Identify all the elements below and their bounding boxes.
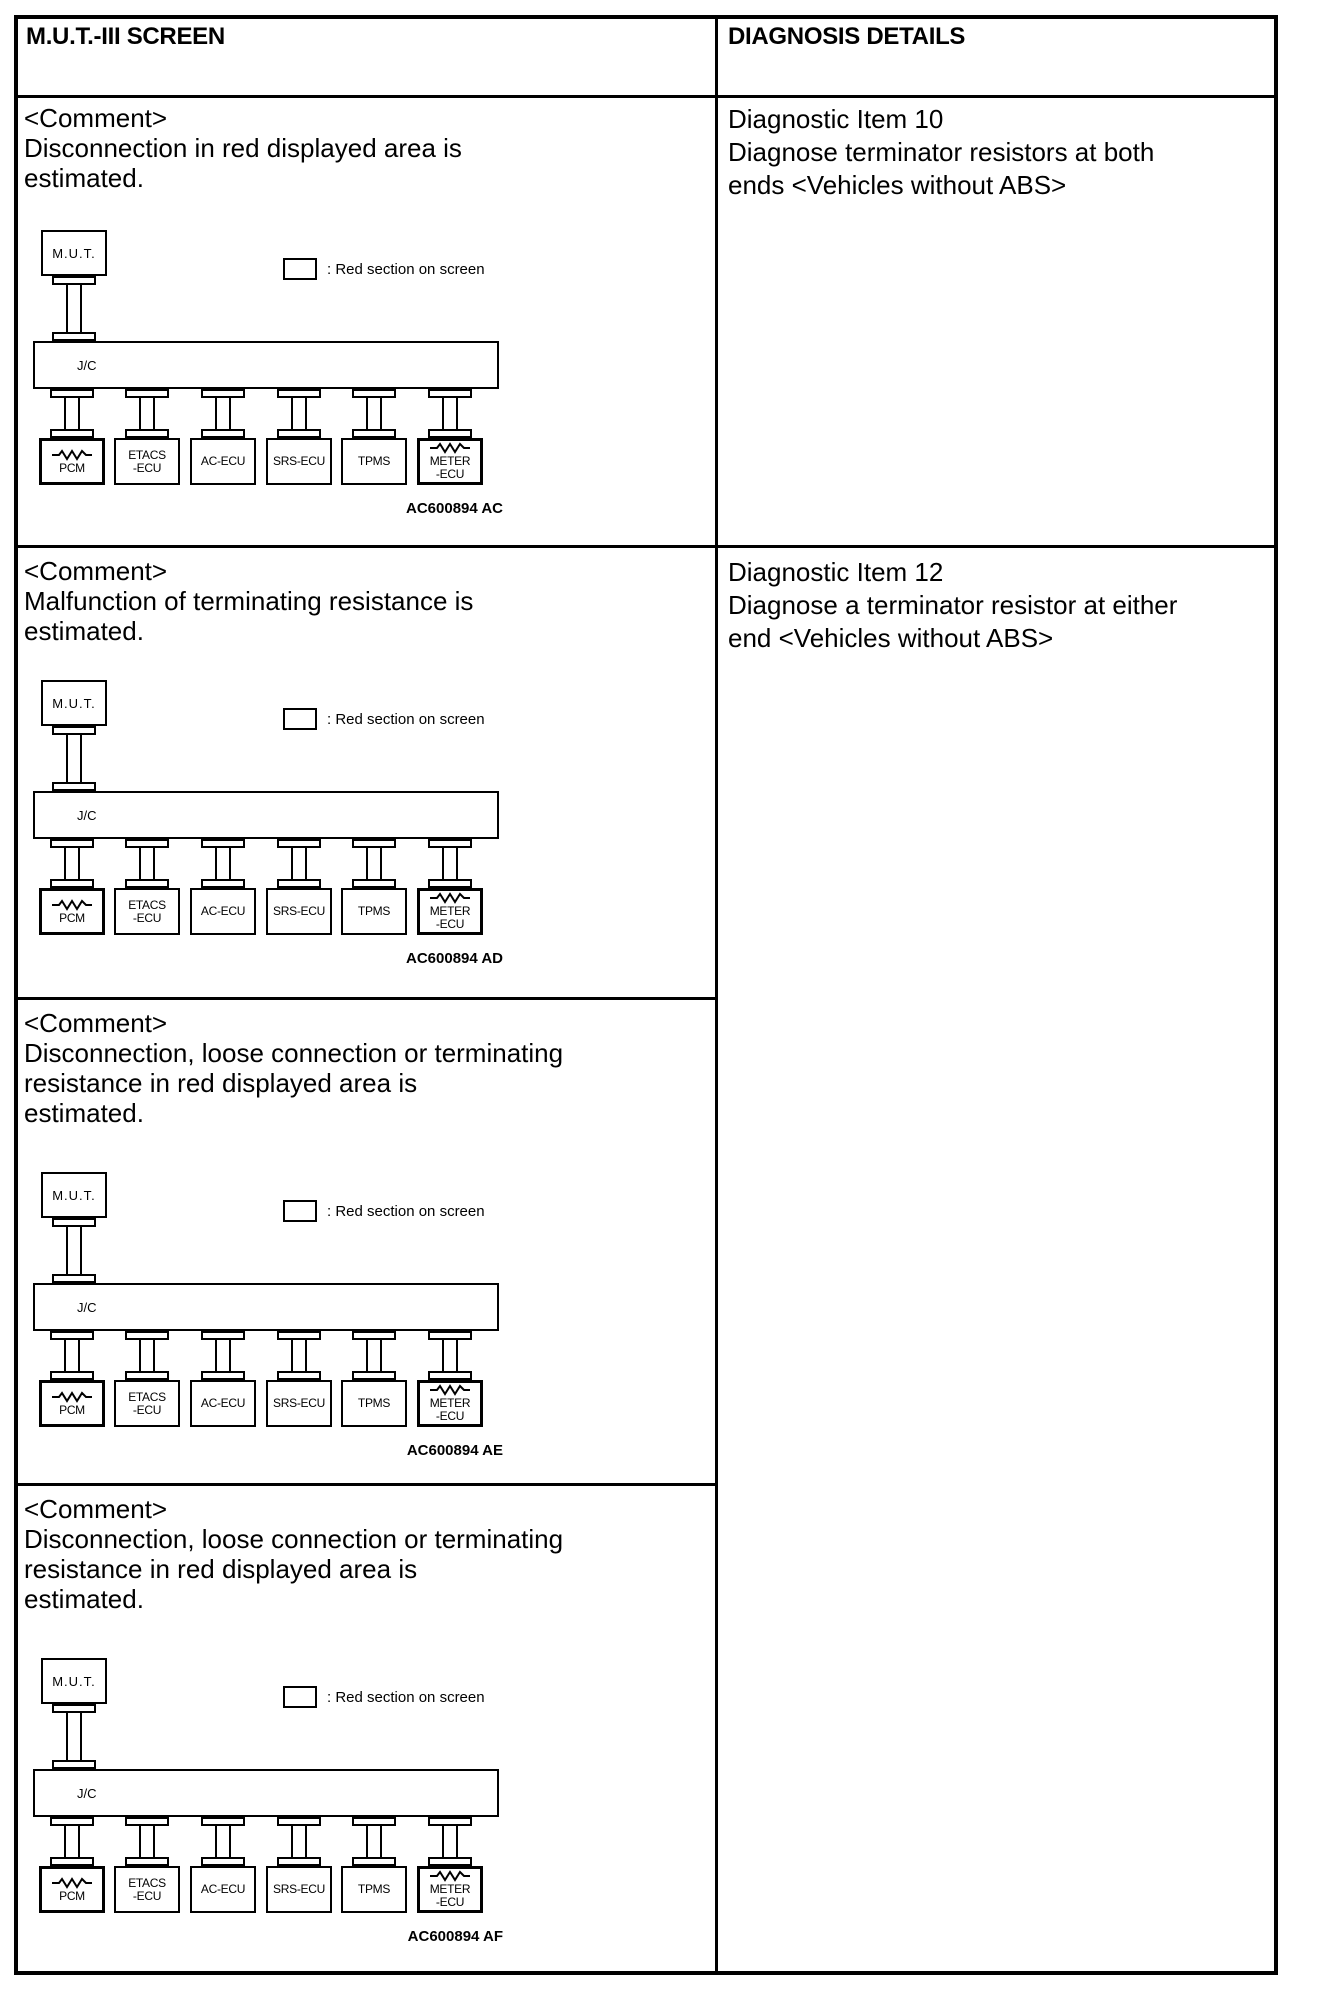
cable-flange (50, 1817, 94, 1826)
cable-stem (366, 848, 382, 879)
cable-flange (52, 1218, 96, 1227)
comment-line: <Comment> (24, 1008, 168, 1038)
cable-stem (66, 1227, 82, 1274)
junction-connector-box: J/C (33, 1769, 499, 1817)
cable-flange (352, 389, 396, 398)
diagnosis-line: ends <Vehicles without ABS> (728, 170, 1067, 200)
ecu-box-label: ETACS (128, 447, 166, 462)
cable-flange (277, 1371, 321, 1380)
ecu-box-label: -ECU (435, 1409, 465, 1423)
cable-flange (50, 1857, 94, 1866)
cable-flange (52, 1274, 96, 1283)
ecu-box-label: -ECU (132, 1888, 162, 1903)
ecu-box-etacs-ecu (114, 1380, 180, 1427)
figure-id-caption: AC600894 AF (407, 1928, 503, 1945)
comment-line: Disconnection, loose connection or terminating (24, 1524, 564, 1554)
cable-flange (277, 1857, 321, 1866)
cable-flange (428, 1857, 472, 1866)
column-header-mut-screen: M.U.T.-III SCREEN (26, 23, 225, 50)
ecu-box-srs-ecu (266, 1866, 332, 1913)
ecu-box-meter-ecu (417, 888, 483, 935)
cable-flange (352, 1817, 396, 1826)
comment-line: resistance in red displayed area is (24, 1068, 418, 1098)
cable-flange (277, 429, 321, 438)
ecu-box-label: PCM (59, 1402, 85, 1417)
cable-flange (352, 1331, 396, 1340)
legend-red-section-swatch (283, 1200, 317, 1222)
cable-stem (66, 285, 82, 332)
cable-flange (125, 1817, 169, 1826)
mut-tester-box: M.U.T. (41, 1658, 107, 1704)
diagnosis-block (728, 103, 1154, 202)
comment-block (24, 1008, 563, 1128)
cable-stem (442, 848, 458, 879)
cable-stem (215, 1340, 231, 1371)
junction-connector-box: J/C (33, 1283, 499, 1331)
ecu-box-label: TPMS (357, 1396, 391, 1410)
cable-stem (291, 398, 307, 429)
cable-stem (215, 848, 231, 879)
comment-line: estimated. (24, 1098, 144, 1128)
cable-flange (428, 1331, 472, 1340)
cable-flange (52, 782, 96, 791)
terminating-resistor-icon (50, 899, 94, 911)
comment-block (24, 556, 473, 646)
mut-tester-box: M.U.T. (41, 680, 107, 726)
legend-red-section-swatch (283, 1686, 317, 1708)
row-divider-2 (14, 997, 718, 1000)
ecu-box-meter-ecu (417, 438, 483, 485)
diagnosis-line: Diagnostic Item 10 (728, 104, 944, 134)
cable-stem (366, 398, 382, 429)
comment-line: <Comment> (24, 1494, 168, 1524)
cable-flange (352, 429, 396, 438)
cable-stem (64, 848, 80, 879)
row-divider-3 (14, 1483, 718, 1486)
terminating-resistor-icon (428, 442, 472, 454)
ecu-box-label: SRS-ECU (273, 904, 325, 918)
cable-flange (428, 389, 472, 398)
cable-flange (428, 429, 472, 438)
ecu-box-label: PCM (59, 910, 85, 925)
cable-flange (52, 332, 96, 341)
cable-stem (366, 1826, 382, 1857)
terminating-resistor-icon (428, 1384, 472, 1396)
legend-red-section-swatch (283, 258, 317, 280)
ecu-box-srs-ecu (266, 1380, 332, 1427)
junction-connector-box: J/C (33, 791, 499, 839)
cable-flange (125, 1331, 169, 1340)
terminating-resistor-icon (50, 1391, 94, 1403)
cable-flange (201, 1371, 245, 1380)
cable-flange (125, 429, 169, 438)
ecu-box-tpms (341, 888, 407, 935)
cable-flange (201, 1817, 245, 1826)
cable-stem (64, 398, 80, 429)
cable-flange (428, 879, 472, 888)
comment-line: <Comment> (24, 556, 168, 586)
cable-flange (352, 1857, 396, 1866)
cable-flange (125, 839, 169, 848)
terminating-resistor-icon (50, 449, 94, 461)
comment-line: resistance in red displayed area is (24, 1554, 418, 1584)
ecu-box-pcm (39, 888, 105, 935)
ecu-box-etacs-ecu (114, 1866, 180, 1913)
ecu-box-pcm (39, 1380, 105, 1427)
cable-stem (291, 1340, 307, 1371)
ecu-box-label: TPMS (357, 904, 391, 918)
header-divider (14, 95, 1278, 98)
cable-stem (442, 1826, 458, 1857)
figure-id-caption: AC600894 AC (406, 500, 503, 517)
legend-red-section-swatch (283, 708, 317, 730)
legend-label: : Red section on screen (327, 1689, 485, 1706)
cable-flange (277, 1817, 321, 1826)
ecu-box-pcm (39, 1866, 105, 1913)
cable-flange (277, 879, 321, 888)
comment-block (24, 103, 462, 193)
comment-line: Malfunction of terminating resistance is (24, 586, 474, 616)
network-diagram (33, 1172, 508, 1467)
cable-flange (52, 276, 96, 285)
figure-id-caption: AC600894 AE (406, 1442, 503, 1459)
ecu-box-label: AC-ECU (200, 904, 246, 918)
cable-flange (201, 429, 245, 438)
cable-flange (428, 839, 472, 848)
ecu-box-srs-ecu (266, 438, 332, 485)
cable-flange (352, 839, 396, 848)
cable-stem (66, 1713, 82, 1760)
cable-flange (125, 879, 169, 888)
cable-flange (277, 389, 321, 398)
comment-line: Disconnection, loose connection or terminating (24, 1038, 564, 1068)
cable-flange (125, 389, 169, 398)
cable-stem (215, 398, 231, 429)
mut-tester-box: M.U.T. (41, 1172, 107, 1218)
cable-stem (215, 1826, 231, 1857)
ecu-box-label: METER (429, 454, 471, 468)
junction-connector-box: J/C (33, 341, 499, 389)
ecu-box-label: -ECU (132, 910, 162, 925)
comment-line: <Comment> (24, 103, 168, 133)
ecu-box-label: TPMS (357, 1882, 391, 1896)
cable-flange (277, 1331, 321, 1340)
ecu-box-label: SRS-ECU (273, 1396, 325, 1410)
legend-label: : Red section on screen (327, 711, 485, 728)
column-divider (715, 15, 718, 1975)
cable-flange (352, 1371, 396, 1380)
ecu-box-label: SRS-ECU (273, 1882, 325, 1896)
ecu-box-label: ETACS (128, 897, 166, 912)
ecu-box-etacs-ecu (114, 438, 180, 485)
ecu-box-label: ETACS (128, 1389, 166, 1404)
ecu-box-ac-ecu (190, 1380, 256, 1427)
ecu-box-tpms (341, 1380, 407, 1427)
ecu-box-tpms (341, 438, 407, 485)
diagnosis-line: Diagnose a terminator resistor at either (728, 590, 1178, 620)
ecu-box-meter-ecu (417, 1380, 483, 1427)
cable-flange (125, 1857, 169, 1866)
mut-tester-box: M.U.T. (41, 230, 107, 276)
ecu-box-srs-ecu (266, 888, 332, 935)
diagnosis-block (728, 556, 1177, 655)
cable-stem (64, 1826, 80, 1857)
cable-flange (201, 879, 245, 888)
cable-flange (50, 1371, 94, 1380)
cable-flange (50, 389, 94, 398)
ecu-box-meter-ecu (417, 1866, 483, 1913)
cable-flange (50, 1331, 94, 1340)
cable-flange (428, 1371, 472, 1380)
ecu-box-pcm (39, 438, 105, 485)
cable-flange (125, 1371, 169, 1380)
ecu-box-ac-ecu (190, 1866, 256, 1913)
terminating-resistor-icon (428, 1870, 472, 1882)
comment-block (24, 1494, 563, 1614)
terminating-resistor-icon (50, 1877, 94, 1889)
ecu-box-ac-ecu (190, 888, 256, 935)
legend-label: : Red section on screen (327, 261, 485, 278)
cable-stem (139, 398, 155, 429)
ecu-box-label: METER (429, 904, 471, 918)
ecu-box-label: SRS-ECU (273, 454, 325, 468)
ecu-box-label: -ECU (435, 467, 465, 481)
diagnosis-line: Diagnose terminator resistors at both (728, 137, 1155, 167)
ecu-box-label: TPMS (357, 454, 391, 468)
comment-line: estimated. (24, 1584, 144, 1614)
row-divider-1 (14, 545, 1278, 548)
cable-flange (201, 389, 245, 398)
ecu-box-label: METER (429, 1882, 471, 1896)
cable-flange (52, 1704, 96, 1713)
cable-flange (50, 429, 94, 438)
cable-flange (52, 1760, 96, 1769)
ecu-box-label: AC-ECU (200, 1396, 246, 1410)
cable-stem (139, 848, 155, 879)
ecu-box-label: AC-ECU (200, 454, 246, 468)
cable-stem (291, 848, 307, 879)
cable-stem (139, 1340, 155, 1371)
ecu-box-label: ETACS (128, 1875, 166, 1890)
network-diagram (33, 1658, 508, 1953)
cable-flange (352, 879, 396, 888)
cable-stem (64, 1340, 80, 1371)
cable-flange (52, 726, 96, 735)
cable-flange (201, 839, 245, 848)
diagnosis-line: Diagnostic Item 12 (728, 557, 944, 587)
comment-line: estimated. (24, 616, 144, 646)
cable-flange (277, 839, 321, 848)
ecu-box-ac-ecu (190, 438, 256, 485)
cable-stem (139, 1826, 155, 1857)
cable-flange (201, 1857, 245, 1866)
cable-flange (50, 839, 94, 848)
network-diagram (33, 230, 508, 525)
cable-flange (428, 1817, 472, 1826)
ecu-box-etacs-ecu (114, 888, 180, 935)
column-header-diagnosis-details: DIAGNOSIS DETAILS (728, 23, 966, 50)
network-diagram (33, 680, 508, 975)
cable-stem (442, 398, 458, 429)
ecu-box-label: -ECU (435, 917, 465, 931)
ecu-box-label: METER (429, 1396, 471, 1410)
cable-stem (366, 1340, 382, 1371)
cable-stem (291, 1826, 307, 1857)
comment-line: Disconnection in red displayed area is (24, 133, 462, 163)
diagnosis-line: end <Vehicles without ABS> (728, 623, 1054, 653)
figure-id-caption: AC600894 AD (406, 950, 503, 967)
cable-stem (66, 735, 82, 782)
cable-stem (442, 1340, 458, 1371)
ecu-box-label: PCM (59, 460, 85, 475)
legend-label: : Red section on screen (327, 1203, 485, 1220)
ecu-box-label: AC-ECU (200, 1882, 246, 1896)
ecu-box-label: PCM (59, 1888, 85, 1903)
ecu-box-tpms (341, 1866, 407, 1913)
ecu-box-label: -ECU (435, 1895, 465, 1909)
cable-flange (50, 879, 94, 888)
cable-flange (201, 1331, 245, 1340)
ecu-box-label: -ECU (132, 1402, 162, 1417)
comment-line: estimated. (24, 163, 144, 193)
ecu-box-label: -ECU (132, 460, 162, 475)
terminating-resistor-icon (428, 892, 472, 904)
